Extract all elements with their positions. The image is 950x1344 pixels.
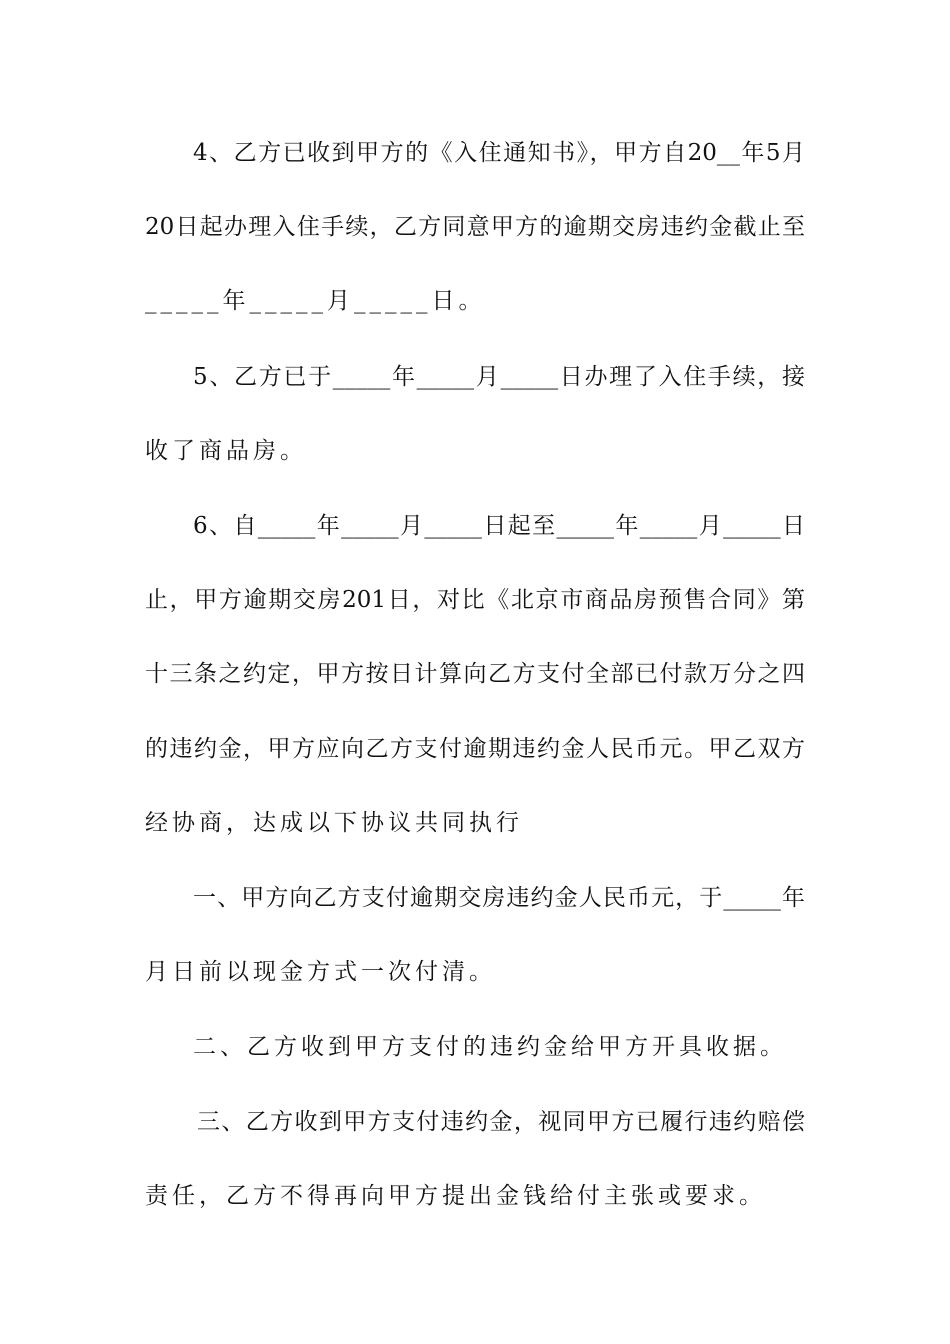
text-line: 的违约金，甲方应向乙方支付逾期违约金人民币元。甲乙双方 xyxy=(145,736,805,762)
text-line: 经协商，达成以下协议共同执行 xyxy=(145,810,523,836)
text-line: 5、乙方已于_____年_____月_____日办理了入住手续，接 xyxy=(193,364,805,390)
text-line: 二、乙方收到甲方支付的违约金给甲方开具收据。 xyxy=(193,1034,787,1060)
text-line: 月日前以现金方式一次付清。 xyxy=(145,959,496,985)
text-line: 责任，乙方不得再向甲方提出金钱给付主张或要求。 xyxy=(145,1183,766,1209)
text-line: _____年_____月_____日。 xyxy=(145,288,486,314)
text-line: 4、乙方已收到甲方的《入住通知书》，甲方自20__年5月 xyxy=(193,140,805,166)
text-line: 止，甲方逾期交房201日，对比《北京市商品房预售合同》第 xyxy=(145,587,805,613)
text-line: 三、乙方收到甲方支付违约金，视同甲方已履行违约赔偿 xyxy=(197,1109,805,1135)
text-line: 一、甲方向乙方支付逾期交房违约金人民币元，于_____年 xyxy=(193,885,805,911)
text-line: 十三条之约定，甲方按日计算向乙方支付全部已付款万分之四 xyxy=(145,661,805,687)
text-line: 收了商品房。 xyxy=(145,438,307,464)
text-line: 6、自_____年_____月_____日起至_____年_____月_____日 xyxy=(193,513,805,539)
text-line: 20日起办理入住手续，乙方同意甲方的逾期交房违约金截止至 xyxy=(145,214,805,240)
